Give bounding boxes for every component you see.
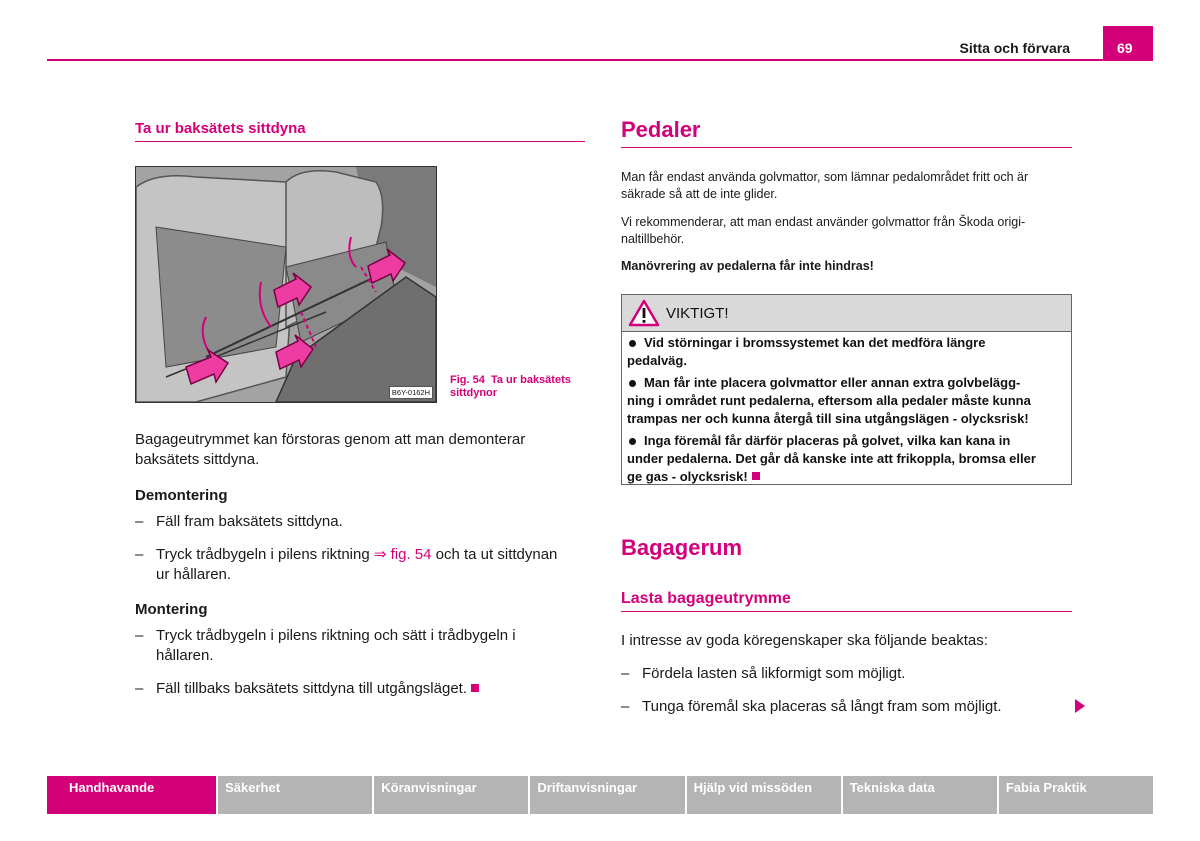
warning-box <box>621 294 1072 485</box>
bagagerum-item-1: Fördela lasten så likformigt som möjligt. <box>642 665 906 682</box>
warning-item-3-line-1: Inga föremål får därför placeras på golvet, vilka kan kana in <box>644 433 1011 448</box>
pedaler-para-1-line-2: säkrade så att de inte glider. <box>621 187 778 201</box>
seat-illustration <box>136 167 436 402</box>
continue-arrow-icon[interactable] <box>1075 699 1085 713</box>
page-number-box <box>1103 26 1153 61</box>
figure-reference-link[interactable]: ⇒ fig. 54 <box>373 546 432 563</box>
warning-item-1-line-1: Vid störningar i bromssystemet kan det medföra längre <box>644 335 986 350</box>
figure-number: Fig. 54 <box>450 374 485 386</box>
figure-seat-cushion-illustration <box>135 166 437 403</box>
section-end-marker <box>471 684 479 692</box>
intro-line-2: baksätets sittdyna. <box>135 451 260 468</box>
montering-step-1: Tryck trådbygeln i pilens riktning och sätt i trådbygeln i <box>156 627 516 644</box>
tab-koranvisningar[interactable]: Köranvisningar <box>374 776 528 814</box>
tab-sakerhet[interactable]: Säkerhet <box>218 776 372 814</box>
subheading-montering: Montering <box>135 601 208 618</box>
warning-item-3-line-2: under pedalerna. Det går då kanske inte att frikoppla, bromsa eller <box>627 451 1036 466</box>
page-number: 69 <box>1117 40 1133 56</box>
list-dash: – <box>135 546 144 563</box>
list-dash: – <box>621 698 630 715</box>
header-rule <box>47 59 1153 61</box>
warning-header <box>622 295 1071 332</box>
warning-item <box>627 334 1067 370</box>
pedaler-para-1-line-1: Man får endast använda golvmattor, som lämnar pedalområdet fritt och är <box>621 170 1029 184</box>
list-dash: – <box>621 665 630 682</box>
figure-code-label: B6Y-0162H <box>389 386 433 399</box>
subheading-demontering: Demontering <box>135 487 228 504</box>
list-dash: – <box>135 680 144 697</box>
running-header-title: Sitta och förvara <box>959 40 1070 56</box>
warning-item-3-line-3: ge gas - olycksrisk! <box>627 469 748 484</box>
montering-step-2-text: Fäll tillbaks baksätets sittdyna till utgångsläget. <box>156 680 467 697</box>
figure-caption-text: Ta ur baksätets sittdynor <box>450 374 571 399</box>
figure-caption <box>450 374 590 400</box>
subheading-lasta-bagageutrymme: Lasta bagageutrymme <box>621 590 791 607</box>
section-end-marker <box>752 472 760 480</box>
bullet-icon <box>629 340 636 347</box>
subheading-rule <box>621 611 1072 612</box>
warning-item-2-line-3: trampas ner och kunna återgå till sina utgångslägen - olycksrisk! <box>627 411 1029 426</box>
montering-step-1-line-2: hållaren. <box>156 647 214 664</box>
warning-item-2-line-2: ning i området runt pedalerna, eftersom alla pedaler måste kunna <box>627 393 1031 408</box>
warning-item <box>627 432 1067 486</box>
warning-triangle-icon <box>628 299 660 327</box>
footer-navigation <box>47 776 1153 814</box>
pedaler-para-3: Manövrering av pedalerna får inte hindras! <box>621 259 874 273</box>
list-dash: – <box>135 513 144 530</box>
tab-handhavande[interactable]: Handhavande <box>47 776 216 814</box>
step-2-text-a: Tryck trådbygeln i pilens riktning <box>156 546 374 563</box>
bullet-icon <box>629 438 636 445</box>
tab-driftanvisningar[interactable]: Driftanvisningar <box>530 776 684 814</box>
bagagerum-item-2: Tunga föremål ska placeras så långt fram som möjligt. <box>642 698 1002 715</box>
bullet-icon <box>629 380 636 387</box>
warning-item-1-line-2: pedalväg. <box>627 353 687 368</box>
warning-item <box>627 374 1067 428</box>
tab-fabia-praktik[interactable]: Fabia Praktik <box>999 776 1153 814</box>
montering-step-2 <box>156 679 479 699</box>
heading-rule <box>621 147 1072 148</box>
heading-bagagerum: Bagagerum <box>621 535 743 560</box>
section-heading-seat-cushion: Ta ur baksätets sittdyna <box>135 120 306 137</box>
warning-item-2-line-1: Man får inte placera golvmattor eller annan extra golvbelägg- <box>644 375 1021 390</box>
list-dash: – <box>135 627 144 644</box>
bagagerum-intro: I intresse av goda köregenskaper ska följande beaktas: <box>621 632 988 649</box>
step-2-text-b: och ta ut sittdynan <box>431 546 558 563</box>
demontering-step-1: Fäll fram baksätets sittdyna. <box>156 513 343 530</box>
heading-pedaler: Pedaler <box>621 117 701 142</box>
section-heading-rule <box>135 141 585 142</box>
pedaler-para-2-line-2: naltillbehör. <box>621 232 685 246</box>
demontering-step-2-line-2: ur hållaren. <box>156 566 232 583</box>
demontering-step-2 <box>156 545 557 565</box>
tab-tekniska-data[interactable]: Tekniska data <box>843 776 997 814</box>
warning-title: VIKTIGT! <box>666 304 729 322</box>
intro-line-1: Bagageutrymmet kan förstoras genom att man demonterar <box>135 431 526 448</box>
tab-hjalp-vid-missoden[interactable]: Hjälp vid missöden <box>687 776 841 814</box>
pedaler-para-2-line-1: Vi rekommenderar, att man endast använder golvmattor från Škoda origi- <box>621 215 1026 229</box>
